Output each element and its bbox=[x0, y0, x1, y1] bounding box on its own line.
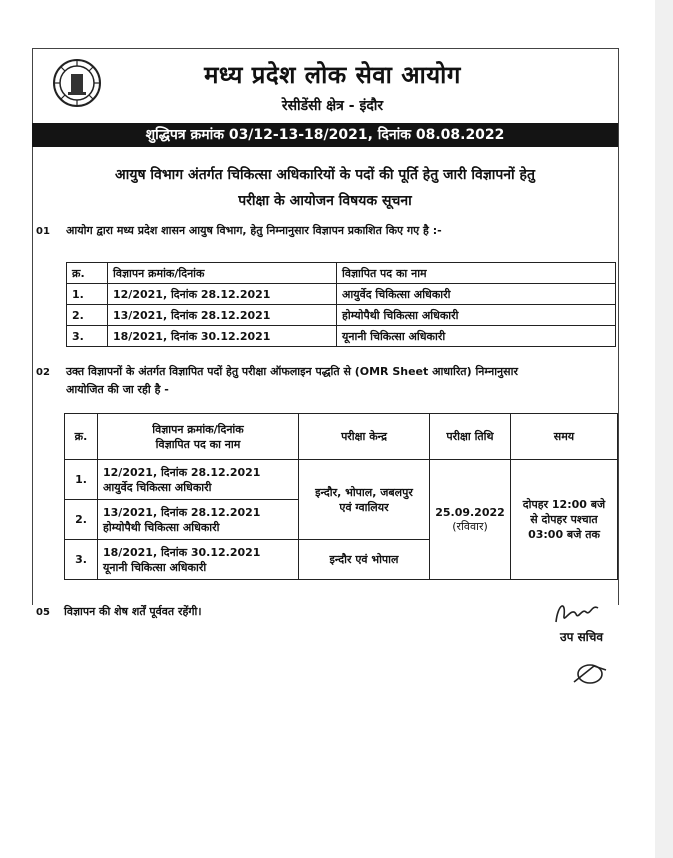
para-2-number: 02 bbox=[36, 367, 50, 378]
col-exam-time: समय bbox=[511, 414, 618, 460]
row-advertisement: 18/2021, दिनांक 30.12.2021 bbox=[108, 326, 337, 347]
initial-mark-icon bbox=[570, 660, 610, 688]
mppsc-emblem-icon bbox=[52, 58, 102, 108]
notice-subject bbox=[32, 162, 618, 214]
row-advertisement bbox=[98, 540, 299, 580]
col-advertisement-line-1: विज्ञापन क्रमांक/दिनांक bbox=[152, 422, 244, 436]
table-row bbox=[67, 326, 616, 347]
para-2-text bbox=[66, 363, 622, 399]
table-row bbox=[67, 284, 616, 305]
row-sno: 1. bbox=[67, 284, 108, 305]
col-exam-date: परीक्षा तिथि bbox=[430, 414, 511, 460]
col-exam-centre: परीक्षा केन्द्र bbox=[299, 414, 430, 460]
row-sno: 3. bbox=[65, 540, 98, 580]
exam-date: 25.09.2022 bbox=[435, 505, 505, 519]
signatory-designation: उप सचिव bbox=[560, 630, 604, 644]
exam-date-cell bbox=[430, 460, 511, 580]
row-adv-number: 13/2021, दिनांक 28.12.2021 bbox=[103, 505, 261, 519]
row-sno: 3. bbox=[67, 326, 108, 347]
row-advertisement bbox=[98, 460, 299, 500]
row-advertisement: 12/2021, दिनांक 28.12.2021 bbox=[108, 284, 337, 305]
exam-centre-a-line-1: इन्दौर, भोपाल, जबलपुर bbox=[315, 485, 413, 499]
table-row bbox=[67, 305, 616, 326]
row-advertisement: 13/2021, दिनांक 28.12.2021 bbox=[108, 305, 337, 326]
exam-centre-a-line-2: एवं ग्वालियर bbox=[339, 500, 389, 514]
exam-centre-b: इन्दौर एवं भोपाल bbox=[299, 540, 430, 580]
viewer-gutter bbox=[655, 0, 673, 858]
subject-line-1: आयुष विभाग अंतर्गत चिकित्सा अधिकारियों के पदों की पूर्ति हेतु जारी विज्ञापनों हेतु bbox=[115, 167, 535, 183]
commission-title: मध्य प्रदेश लोक सेवा आयोग bbox=[204, 61, 461, 89]
corrigendum-number: शुद्धिपत्र क्रमांक 03/12-13-18/2021, दिनांक 08.08.2022 bbox=[32, 123, 618, 147]
exam-day: (रविवार) bbox=[452, 519, 488, 533]
exam-time-line-2: से दोपहर पश्चात bbox=[530, 513, 598, 526]
col-sno: क्र. bbox=[67, 263, 108, 284]
exam-time-cell bbox=[511, 460, 618, 580]
para-1-text: आयोग द्वारा मध्य प्रदेश शासन आयुष विभाग, हेतु निम्नानुसार विज्ञापन प्रकाशित किए गए है :- bbox=[66, 224, 442, 237]
row-post: यूनानी चिकित्सा अधिकारी bbox=[103, 560, 207, 574]
exam-centre-a bbox=[299, 460, 430, 540]
col-sno: क्र. bbox=[65, 414, 98, 460]
row-post: होम्योपैथी चिकित्सा अधिकारी bbox=[103, 520, 220, 534]
row-sno: 1. bbox=[65, 460, 98, 500]
col-advertisement bbox=[98, 414, 299, 460]
exam-time-line-3: 03:00 बजे तक bbox=[528, 528, 600, 541]
table-row bbox=[65, 460, 618, 500]
advertisements-table bbox=[66, 262, 616, 347]
row-post: आयुर्वेद चिकित्सा अधिकारी bbox=[103, 480, 212, 494]
para-1-number: 01 bbox=[36, 226, 50, 237]
exam-schedule-table bbox=[64, 413, 618, 580]
col-post-name: विज्ञापित पद का नाम bbox=[337, 263, 616, 284]
row-post: आयुर्वेद चिकित्सा अधिकारी bbox=[337, 284, 616, 305]
row-sno: 2. bbox=[65, 500, 98, 540]
signature-scribble-icon bbox=[548, 594, 602, 630]
table-header-row bbox=[67, 263, 616, 284]
table-header-row bbox=[65, 414, 618, 460]
subject-line-2: परीक्षा के आयोजन विषयक सूचना bbox=[238, 193, 412, 209]
para-5-text: विज्ञापन की शेष शर्तें पूर्ववत रहेंगी। bbox=[64, 605, 202, 618]
row-post: यूनानी चिकित्सा अधिकारी bbox=[337, 326, 616, 347]
row-advertisement bbox=[98, 500, 299, 540]
office-location: रेसीडेंसी क्षेत्र - इंदौर bbox=[281, 98, 384, 114]
row-post: होम्योपैथी चिकित्सा अधिकारी bbox=[337, 305, 616, 326]
col-advertisement: विज्ञापन क्रमांक/दिनांक bbox=[108, 263, 337, 284]
row-sno: 2. bbox=[67, 305, 108, 326]
para-2-line-1: उक्त विज्ञापनों के अंतर्गत विज्ञापित पदों हेतु परीक्षा ऑफलाइन पद्धति से (OMR Sheet आधारित) निम्नानुसार bbox=[66, 365, 518, 378]
exam-time-line-1: दोपहर 12:00 बजे bbox=[522, 498, 606, 511]
row-adv-number: 12/2021, दिनांक 28.12.2021 bbox=[103, 465, 261, 479]
para-2-line-2: आयोजित की जा रही है - bbox=[66, 383, 169, 396]
row-adv-number: 18/2021, दिनांक 30.12.2021 bbox=[103, 545, 261, 559]
col-advertisement-line-2: विज्ञापित पद का नाम bbox=[155, 437, 241, 451]
para-5-number: 05 bbox=[36, 607, 50, 618]
